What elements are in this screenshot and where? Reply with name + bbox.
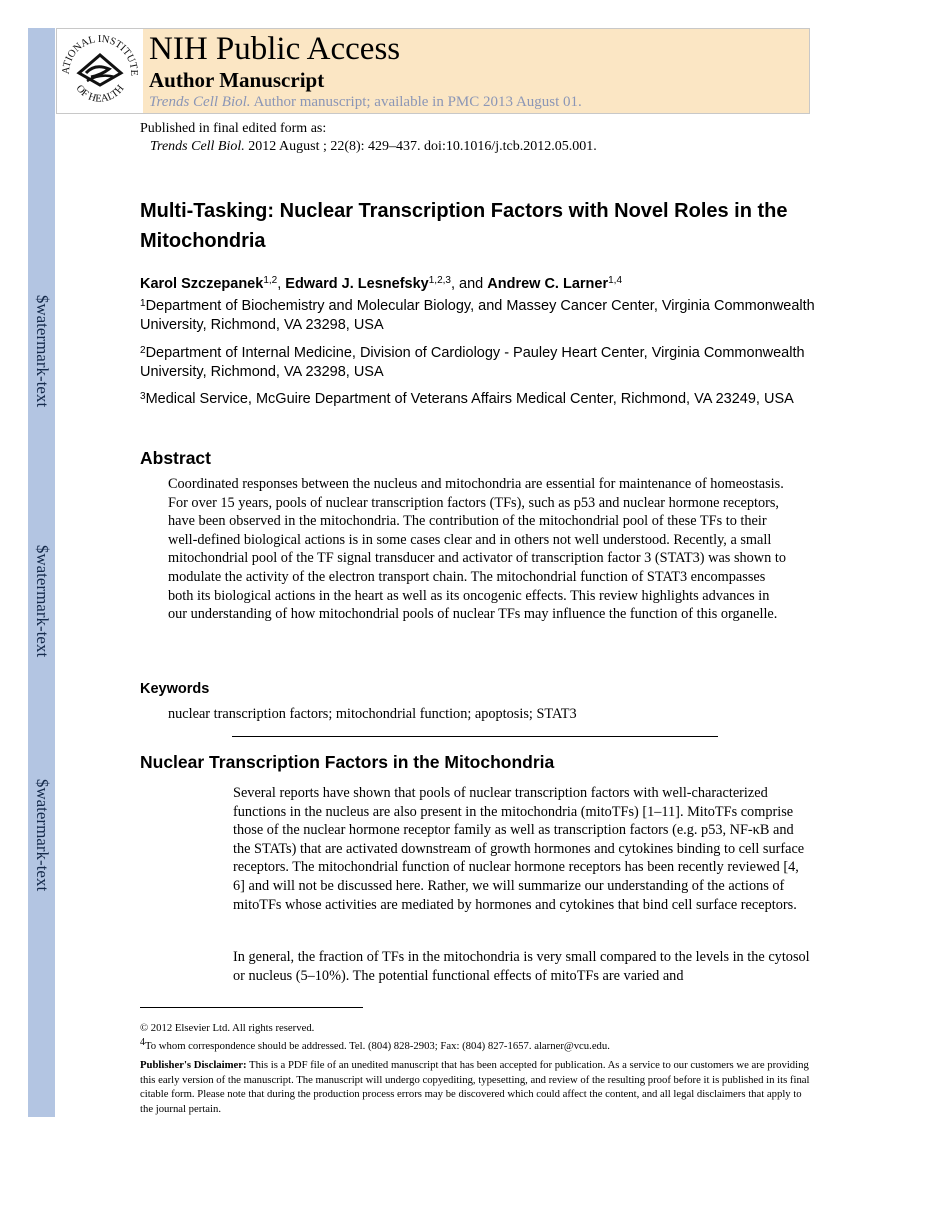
nih-header bbox=[56, 28, 810, 114]
nih-seal-icon bbox=[57, 29, 143, 113]
citation-journal: Trends Cell Biol. bbox=[150, 139, 245, 154]
author-name: Andrew C. Larner bbox=[487, 276, 609, 292]
keywords-text: nuclear transcription factors; mitochondrial function; apoptosis; STAT3 bbox=[168, 706, 577, 722]
footnote-divider bbox=[140, 1007, 363, 1008]
author-separator: , bbox=[277, 276, 286, 292]
correspondence-note bbox=[140, 1039, 812, 1054]
watermark-text: $watermark-text bbox=[33, 778, 52, 892]
citation-details: 2012 August ; 22(8): 429–437. doi:10.1016/j.tcb.2012.05.001. bbox=[244, 139, 597, 154]
publisher-disclaimer bbox=[140, 1058, 812, 1116]
published-label: Published in final edited form as: bbox=[140, 121, 327, 136]
disclaimer-text: This is a PDF file of an unedited manuscript that has been accepted for publication. As a service to our customers we are providing this early version of the manuscript. The manuscript will undergo copyediting, typesetting, and review of the resulting proof before it is published in its final citable form. Please note that during the production process errors may be discovered which could affect the content, and all legal disclaimers that apply to the journal pertain. bbox=[140, 1059, 810, 1115]
correspondence-text: To whom correspondence should be addressed. Tel. (804) 828-2903; Fax: (804) 827-1657. alarner@vcu.edu. bbox=[145, 1040, 610, 1052]
author-list bbox=[140, 274, 820, 294]
author-affiliation-marker: 1,2 bbox=[263, 275, 278, 286]
affiliation-number: 1 bbox=[140, 298, 146, 309]
section-heading: Nuclear Transcription Factors in the Mitochondria bbox=[140, 752, 555, 772]
author-affiliation-marker: 1,2,3 bbox=[428, 275, 451, 286]
author-separator: , and bbox=[450, 276, 488, 292]
header-journal: Trends Cell Biol. bbox=[149, 94, 251, 110]
abstract-text: Coordinated responses between the nucleus and mitochondria are essential for maintenance of homeostasis. For over 15 years, pools of nuclear transcription factors (TFs), such as p53 and nuclear hormone receptors, have been observed in the mitochondria. The contribution of the mitochondrial pool of these TFs to their well-defined biological actions is in some cases clear and in others not well understood. Recently, a small mitochondrial pool of the TF signal transducer and activator of transcription factor 3 (STAT3) was shown to modulate the activity of the electron transport chain. The mitochondrial function of STAT3 encompasses both its biological actions in the heart as well as its oncogenic effects. This review highlights advances in our understanding of how mitochondrial pools of nuclear TFs may influence the function of this organelle. bbox=[168, 476, 786, 623]
affiliation-number: 2 bbox=[140, 345, 146, 356]
copyright-note: © 2012 Elsevier Ltd. All rights reserved. bbox=[140, 1022, 315, 1034]
header-availability-text: Author manuscript; available in PMC 2013 August 01. bbox=[250, 94, 582, 110]
header-title: NIH Public Access bbox=[149, 31, 401, 67]
header-availability bbox=[149, 92, 582, 112]
section-divider bbox=[232, 736, 718, 737]
affiliation bbox=[140, 297, 820, 335]
nih-logo bbox=[57, 29, 143, 113]
watermark-sidebar bbox=[28, 28, 55, 1117]
keywords-heading: Keywords bbox=[140, 681, 210, 697]
svg-text:OF HEALTH: OF HEALTH bbox=[73, 83, 127, 105]
article-title: Multi-Tasking: Nuclear Transcription Factors with Novel Roles in the Mitochondria bbox=[140, 200, 788, 252]
watermark-text: $watermark-text bbox=[33, 544, 52, 658]
footnote-marker: 4 bbox=[140, 1037, 145, 1048]
svg-text:NATIONAL INSTITUTES: ATIONAL INSTITUTE bbox=[60, 33, 140, 77]
header-subtitle: Author Manuscript bbox=[149, 68, 325, 92]
abstract-heading: Abstract bbox=[140, 448, 211, 468]
section-paragraph: Several reports have shown that pools of nuclear transcription factors with well-characterized functions in the nucleus are also present in the mitochondria (mitoTFs) [1–11]. MitoTFs comprise those of the nuclear hormone receptor family as well as transcription factors (e.g. p53, NF-κB and the STATs) that are activated downstream of growth hormones and cytokines binding to cell surface receptors. The mitochondrial function of nuclear hormone receptors has been recently reviewed [4, 6] and will not be discussed here. Rather, we will summarize our understanding of the actions of mitoTFs whose activities are mediated by hormones and cytokines that bind cell surface receptors. bbox=[233, 785, 805, 913]
affiliation-text: Medical Service, McGuire Department of Veterans Affairs Medical Center, Richmond, VA 23249, USA bbox=[145, 391, 794, 407]
author-name: Edward J. Lesnefsky bbox=[285, 276, 429, 292]
affiliation bbox=[140, 390, 820, 409]
section-paragraph: In general, the fraction of TFs in the mitochondria is very small compared to the levels in the cytosol or nucleus (5–10%). The potential functional effects of mitoTFs are varied and bbox=[233, 949, 810, 984]
watermark-text: $watermark-text bbox=[33, 294, 52, 408]
affiliation-number: 3 bbox=[140, 391, 146, 402]
author-name: Karol Szczepanek bbox=[140, 276, 264, 292]
disclaimer-label: Publisher's Disclaimer: bbox=[140, 1059, 247, 1071]
author-affiliation-marker: 1,4 bbox=[608, 275, 623, 286]
affiliation-text: Department of Biochemistry and Molecular Biology, and Massey Cancer Center, Virginia Commonwealth University, Richmond, VA 23298, USA bbox=[140, 298, 815, 333]
affiliation bbox=[140, 344, 820, 382]
affiliation-text: Department of Internal Medicine, Division of Cardiology - Pauley Heart Center, Virginia Commonwealth University, Richmond, VA 23298, USA bbox=[140, 345, 805, 380]
header-band bbox=[143, 29, 809, 113]
published-citation bbox=[150, 138, 597, 156]
